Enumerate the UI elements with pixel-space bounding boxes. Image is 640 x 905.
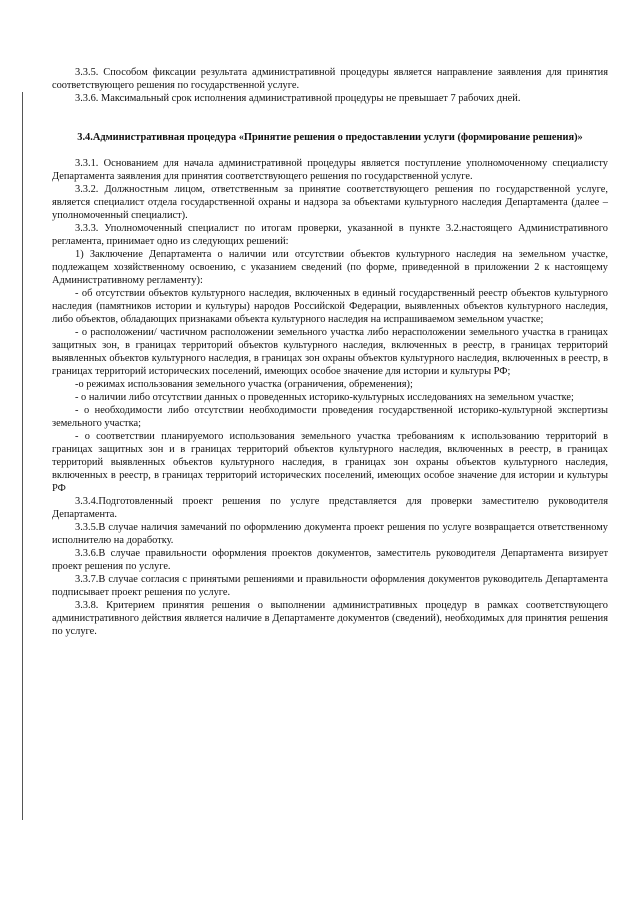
- paragraph-3-3-7: 3.3.7.В случае согласия с принятыми решениями и правильности оформления документов руководитель Департамента подписывает проект решения по услуге.: [52, 574, 608, 598]
- paragraph-item-1: 1) Заключение Департамента о наличии или отсутствии объектов культурного наследия на земельном участке, подлежащем хозяйственному освоению, с указанием сведений (по форме, приведенной в приложении 2 к настоящему Административному регламенту):: [52, 249, 608, 286]
- section-heading: 3.4.Административная процедура «Принятие решения о предоставлении услуги (формирование решения)»: [77, 132, 583, 143]
- paragraph-3-3-6-b: 3.3.6.В случае правильности оформления проектов документов, заместитель руководителя Департамента визирует проект решения по услуге.: [52, 548, 608, 572]
- paragraph-bullet-compliance: - о соответствии планируемого использования земельного участка требованиям к использованию территорий в границах защитных зон и в границах территорий объектов культурного наследия, включенных в реестр, в границах территорий выявленных объектов культурного наследия, в границах зон охраны объектов культурного наследия, включенных в реестр, в границах территорий исторических поселений, имеющих особое значение для истории и культуры РФ: [52, 431, 608, 494]
- margin-line: [22, 92, 23, 820]
- paragraph-3-3-5-b: 3.3.5.В случае наличия замечаний по оформлению документа проект решения по услуге возвращается ответственному исполнителю на доработку.: [52, 522, 608, 546]
- paragraph-bullet-regimes: -о режимах использования земельного участка (ограничения, обременения);: [75, 379, 413, 390]
- paragraph-bullet-absence: - об отсутствии объектов культурного наследия, включенных в единый государственный реестр объектов культурного наследия (памятников истории и культуры) народов Российской Федерации, выявленных объектов культурного наследия, либо объектов, обладающих признаками объекта культурного наследия на испрашиваемом земельном участке;: [52, 288, 608, 325]
- paragraph-3-3-6: 3.3.6. Максимальный срок исполнения административной процедуры не превышает 7 рабочих дней.: [75, 93, 521, 104]
- paragraph-bullet-location: - о расположении/ частичном расположении земельного участка либо нерасположении земельного участка в границах защитных зон, в границах территорий объектов культурного наследия, включенных в реестр, в границах территорий выявленных объектов культурного наследия, в границах зон охраны объектов культурного наследия, включенных в реестр, в границах территорий исторических поселений, имеющих особое значение для истории и культуры РФ;: [52, 327, 608, 377]
- paragraph-bullet-research: - о наличии либо отсутствии данных о проведенных историко-культурных исследованиях на земельном участке;: [75, 392, 574, 403]
- paragraph-3-3-4: 3.3.4.Подготовленный проект решения по услуге представляется для проверки заместителю руководителя Департамента.: [52, 496, 608, 520]
- paragraph-3-3-1: 3.3.1. Основанием для начала административной процедуры является поступление уполномоченному специалисту Департамента заявления для принятия соответствующего решения по государственной услуге.: [52, 158, 608, 182]
- paragraph-3-3-3: 3.3.3. Уполномоченный специалист по итогам проверки, указанной в пункте 3.2.настоящего Административного регламента, принимает одно из следующих решений:: [52, 223, 608, 247]
- paragraph-bullet-expertise: - о необходимости либо отсутствии необходимости проведения государственной историко-культурной экспертизы земельного участка;: [52, 405, 608, 429]
- paragraph-3-3-8: 3.3.8. Критерием принятия решения о выполнении административных процедур в рамках соответствующего административного действия является наличие в Департаменте документов (сведений), необходимых для принятия решения по услуге.: [52, 600, 608, 637]
- paragraph-3-3-2: 3.3.2. Должностным лицом, ответственным за принятие соответствующего решения по государственной услуге, является специалист отдела государственной охраны и надзора за объектами культурного наследия Департамента (далее –уполномоченный специалист).: [52, 184, 608, 221]
- document-body: [52, 66, 608, 638]
- paragraph-3-3-5: 3.3.5. Способом фиксации результата административной процедуры является направление заявления для принятия соответствующего решения по государственной услуге.: [52, 67, 608, 91]
